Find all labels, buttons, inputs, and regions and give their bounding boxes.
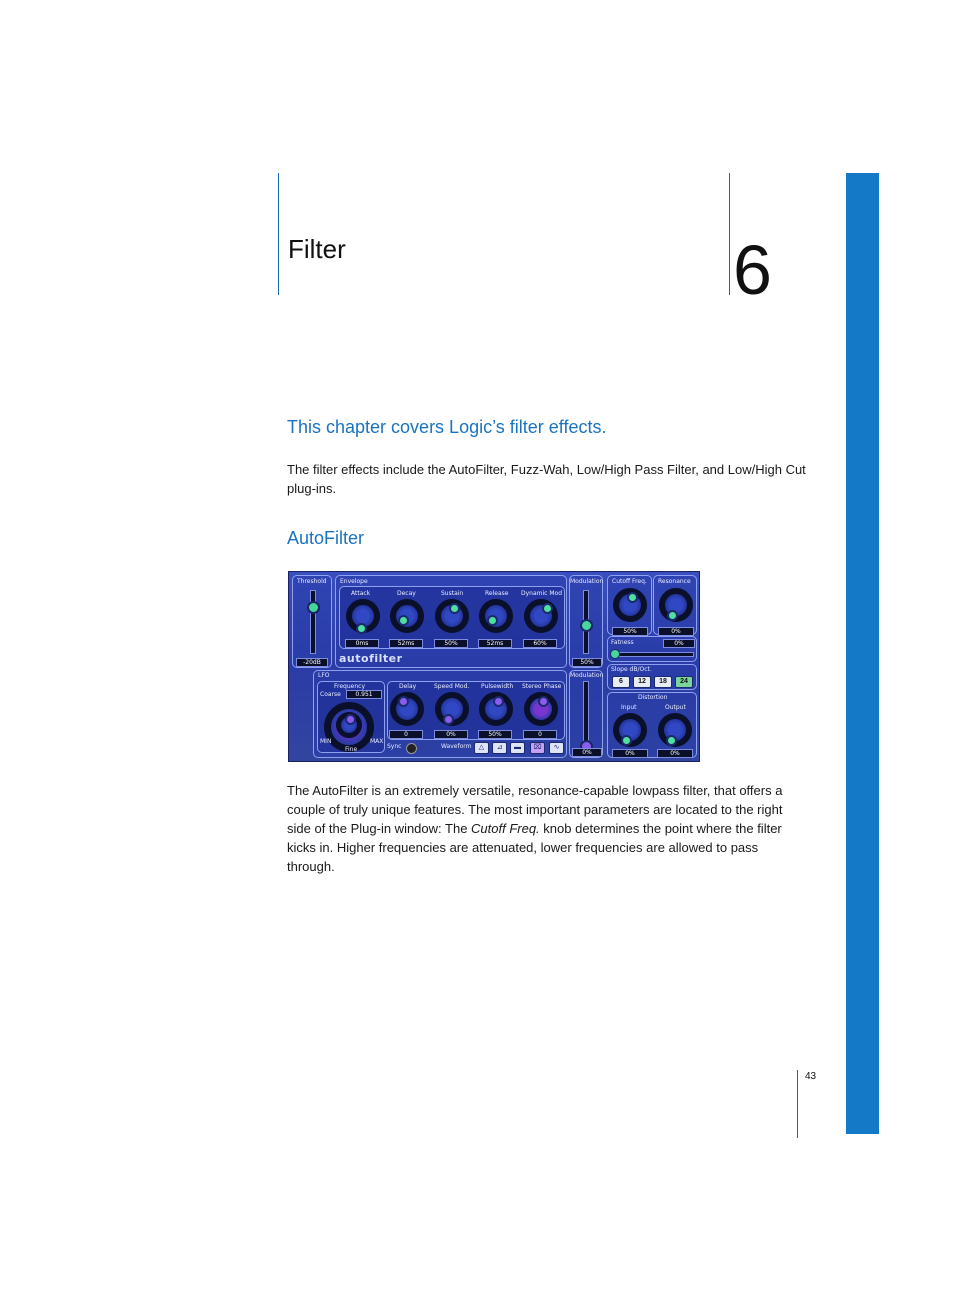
chapter-lead: This chapter covers Logic’s filter effects. [287, 417, 607, 437]
env-modulation-label: Modulation [570, 578, 604, 585]
body-text-2: knob determines the point where the filter kicks in. Higher frequencies are attenuated, lower frequencies are allowed to pass through. [287, 821, 782, 874]
body-italic-term: Cutoff Freq. [471, 821, 540, 836]
body-paragraph [287, 781, 801, 876]
dynamic-mod-value: 60% [523, 639, 557, 648]
resonance-label: Resonance [658, 578, 691, 585]
fatness-label: Fatness [611, 639, 634, 646]
distortion-label: Distortion [638, 694, 668, 701]
lfo-label: LFO [318, 672, 330, 679]
speed-mod-value: 0% [434, 730, 468, 739]
threshold-panel [292, 575, 332, 668]
decay-knob[interactable] [390, 599, 424, 633]
intro-paragraph: The filter effects include the AutoFilter, Fuzz-Wah, Low/High Pass Filter, and Low/High Cut plug-ins. [287, 462, 806, 496]
delay-value: 0 [389, 730, 423, 739]
release-value: 52ms [478, 639, 512, 648]
stereo-phase-knob[interactable] [524, 692, 558, 726]
coarse-label: Coarse [320, 691, 341, 698]
threshold-fader[interactable] [310, 590, 316, 654]
threshold-fader-handle[interactable] [307, 601, 320, 614]
resonance-panel [653, 575, 697, 635]
speed-mod-label: Speed Mod. [434, 683, 470, 690]
lfo-modulation-panel [569, 670, 603, 758]
distortion-input-knob[interactable] [613, 713, 647, 747]
min-label: MIN [320, 738, 332, 745]
cutoff-label: Cutoff Freq. [612, 578, 647, 585]
envelope-label: Envelope [340, 578, 368, 585]
attack-label: Attack [351, 590, 371, 597]
slope-6-button[interactable]: 6 [612, 676, 630, 688]
decay-value: 52ms [389, 639, 423, 648]
sync-button[interactable] [406, 743, 417, 754]
release-knob[interactable] [479, 599, 513, 633]
pulsewidth-knob[interactable] [479, 692, 513, 726]
waveform-label: Waveform [441, 743, 472, 750]
chapter-side-bar [846, 173, 879, 1134]
lfo-modulation-fader[interactable] [583, 681, 589, 745]
lfo-modulation-label: Modulation [570, 672, 604, 679]
delay-knob[interactable] [390, 692, 424, 726]
slope-12-button[interactable]: 12 [633, 676, 651, 688]
dynamic-mod-label: Dynamic Mod [521, 590, 563, 597]
body-text-1: The AutoFilter is an extremely versatile, resonance-capable lowpass filter, that offers a couple of truly unique features. The most important parameters are located to the right side of the Plug-in window: The [287, 783, 783, 836]
sync-label: Sync [387, 743, 402, 750]
fatness-slider-handle[interactable] [610, 649, 620, 659]
distortion-output-label: Output [665, 704, 686, 711]
frequency-panel [317, 681, 385, 753]
sustain-label: Sustain [441, 590, 464, 597]
attack-value: 0ms [345, 639, 379, 648]
chapter-title: Filter [288, 234, 346, 264]
cutoff-panel [607, 575, 652, 635]
stereo-phase-value: 0 [523, 730, 557, 739]
delay-label: Delay [399, 683, 417, 690]
env-modulation-value: 50% [572, 658, 602, 667]
pulsewidth-label: Pulsewidth [481, 683, 514, 690]
sustain-knob[interactable] [435, 599, 469, 633]
waveform-random-button[interactable]: ⌧ [530, 742, 545, 754]
chapter-number: 6 [733, 231, 772, 309]
cutoff-value: 50% [612, 627, 648, 636]
fine-knob[interactable] [336, 712, 362, 738]
distortion-panel [607, 692, 697, 758]
distortion-input-label: Input [621, 704, 637, 711]
sustain-value: 50% [434, 639, 468, 648]
release-label: Release [485, 590, 509, 597]
resonance-knob[interactable] [659, 588, 693, 622]
env-modulation-fader-handle[interactable] [580, 619, 593, 632]
stereo-phase-label: Stereo Phase [522, 683, 562, 690]
waveform-sine-button[interactable]: ∿ [549, 742, 564, 754]
autofilter-logo: autofilter [339, 652, 403, 665]
pulsewidth-value: 50% [478, 730, 512, 739]
fatness-panel [607, 636, 697, 662]
attack-knob[interactable] [346, 599, 380, 633]
env-modulation-fader[interactable] [583, 590, 589, 654]
slope-18-button[interactable]: 18 [654, 676, 672, 688]
autofilter-plugin-window [288, 571, 700, 762]
number-left-rule [729, 173, 730, 295]
lfo-modulation-value: 0% [572, 748, 602, 757]
decay-label: Decay [397, 590, 416, 597]
slope-24-button[interactable]: 24 [675, 676, 693, 688]
env-modulation-panel [569, 575, 603, 668]
slope-panel [607, 664, 697, 690]
waveform-triangle-button[interactable]: △ [474, 742, 489, 754]
frequency-label: Frequency [334, 683, 365, 690]
title-left-rule [278, 173, 279, 295]
slope-label: Slope dB/Oct. [611, 666, 652, 673]
max-label: MAX [370, 738, 384, 745]
threshold-label: Threshold [297, 578, 327, 585]
threshold-value: -20dB [296, 658, 328, 667]
page-number-rule [797, 1070, 798, 1138]
section-title: AutoFilter [287, 528, 365, 548]
distortion-output-value: 0% [657, 749, 693, 758]
distortion-input-value: 0% [612, 749, 648, 758]
dynamic-mod-knob[interactable] [524, 599, 558, 633]
fatness-slider[interactable] [612, 652, 694, 657]
waveform-saw-button[interactable]: ⊿ [492, 742, 507, 754]
frequency-value: 0.951 [346, 690, 382, 699]
resonance-value: 0% [658, 627, 694, 636]
waveform-square-button[interactable]: ▬ [510, 742, 525, 754]
fine-label: Fine [345, 746, 358, 753]
fatness-value: 0% [663, 639, 695, 648]
page-number: 43 [805, 1071, 817, 1082]
cutoff-knob[interactable] [613, 588, 647, 622]
distortion-output-knob[interactable] [658, 713, 692, 747]
speed-mod-knob[interactable] [435, 692, 469, 726]
